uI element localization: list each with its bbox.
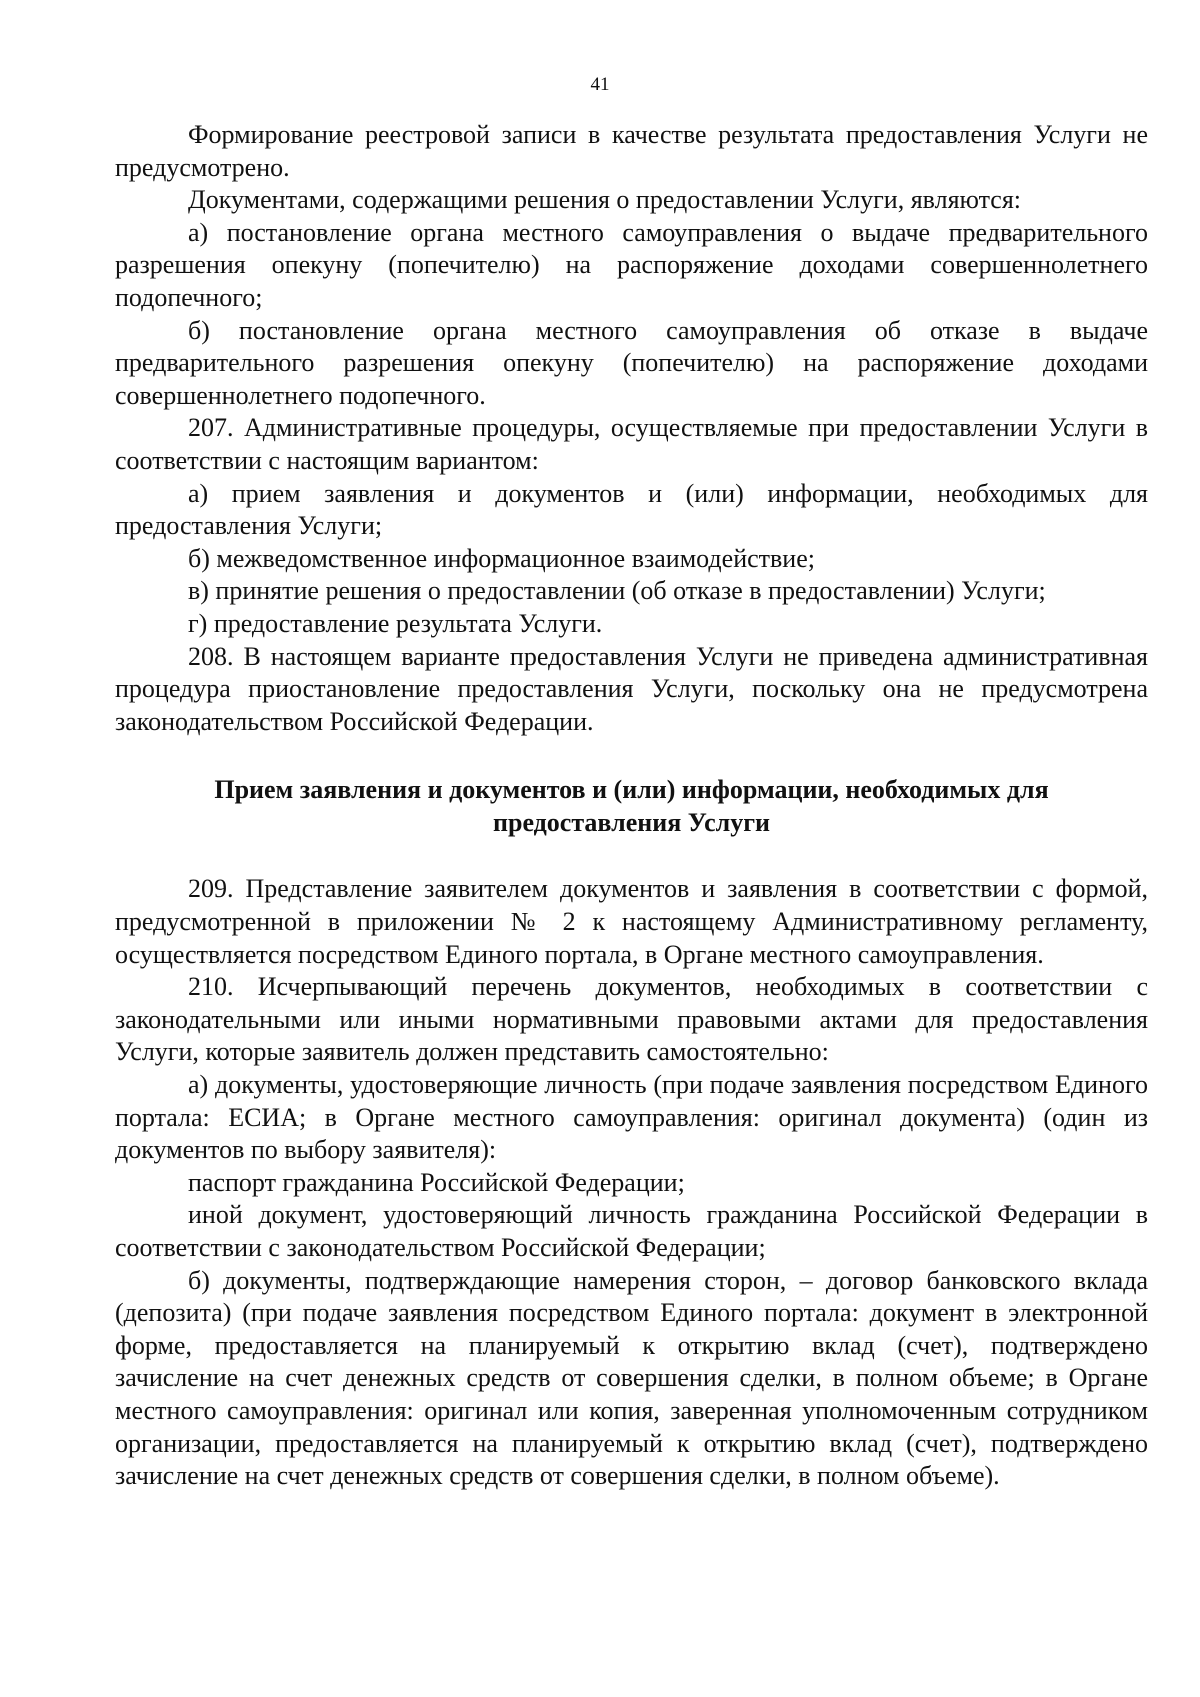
paragraph-decision-documents: Документами, содержащими решения о предоставлении Услуги, являются: — [188, 185, 1022, 215]
list-item-passport: паспорт гражданина Российской Федерации; — [188, 1167, 685, 1197]
list-item-other-identity-document: иной документ, удостоверяющий личность гражданина Российской Федерации в соответствии с законодательством Российской Федерации; — [115, 1200, 1148, 1262]
paragraph-210: 210. Исчерпывающий перечень документов, необходимых в соответствии с законодательными или иными нормативными правовыми актами для предоставления Услуги, которые заявитель должен представить самостоятельно: — [115, 972, 1148, 1067]
list-item-b-bank-deposit: б) документы, подтверждающие намерения сторон, – договор банковского вклада (депозита) (при подаче заявления посредством Единого портала: документ в электронной форме, предоставляется на планируемый к открытию вклад (счет), подтверждено зачисление на счет денежных средств от совершения сделки, в полном объеме; в Органе местного самоуправления: оригинал или копия, заверенная уполномоченным сотрудником организации, предоставляется на планируемый к открытию вклад (счет), подтверждено зачисление на счет денежных средств от совершения сделки, в полном объеме). — [115, 1265, 1148, 1491]
list-item-a-resolution-grant: а) постановление органа местного самоуправления о выдаче предварительного разрешения опекуну (попечителю) на распоряжение доходами совершеннолетнего подопечного; — [115, 217, 1148, 312]
list-item-c-decision: в) принятие решения о предоставлении (об отказе в предоставлении) Услуги; — [188, 576, 1046, 606]
list-item-d-result: г) предоставление результата Услуги. — [188, 608, 603, 638]
paragraph-207: 207. Административные процедуры, осуществляемые при предоставлении Услуги в соответствии с настоящим вариантом: — [115, 413, 1148, 475]
paragraph-208: 208. В настоящем варианте предоставления Услуги не приведена административная процедура приостановление предоставления Услуги, поскольку она не предусмотрена законодательством Российской Федерации. — [115, 641, 1148, 736]
list-item-a-identity-documents: а) документы, удостоверяющие личность (при подаче заявления посредством Единого портала: ЕСИА; в Органе местного самоуправления: оригинал документа) (один из документов по выбору заявителя): — [115, 1070, 1148, 1165]
document-body — [115, 119, 1148, 1493]
paragraph-registry-record: Формирование реестровой записи в качестве результата предоставления Услуги не предусмотрено. — [115, 120, 1148, 182]
section-heading — [115, 774, 1148, 839]
paragraph-209: 209. Представление заявителем документов и заявления в соответствии с формой, предусмотренной в приложении № 2 к настоящему Административному регламенту, осуществляется посредством Единого портала, в Органе местного самоуправления. — [115, 874, 1148, 969]
page-number: 41 — [590, 74, 610, 95]
list-item-b-interagency: б) межведомственное информационное взаимодействие; — [188, 543, 815, 573]
list-item-a-reception: а) прием заявления и документов и (или) информации, необходимых для предоставления Услуги; — [115, 478, 1148, 541]
list-item-b-resolution-refusal: б) постановление органа местного самоуправления об отказе в выдаче предварительного разрешения опекуну (попечителю) на распоряжение доходами совершеннолетнего подопечного. — [115, 315, 1148, 410]
section-heading-line-2: предоставления Услуги — [493, 807, 770, 837]
section-heading-line-1: Прием заявления и документов и (или) информации, необходимых для — [214, 775, 1049, 805]
